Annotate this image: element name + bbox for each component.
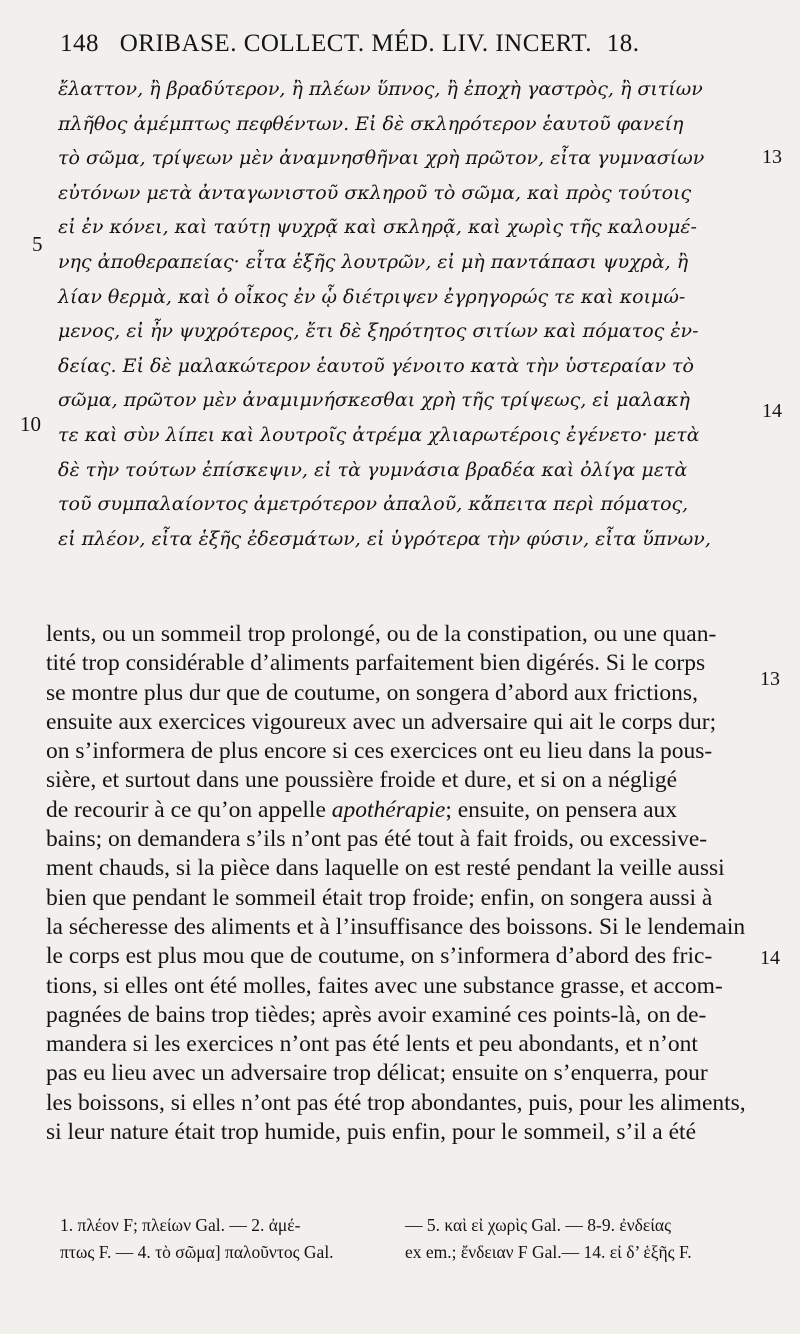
greek-line: τὸ σῶμα, τρίψεων μὲν ἀναμνησθῆναι χρὴ πρῶτον, εἶτα γυμνασίων xyxy=(58,147,705,170)
greek-line: εἰ ἐν κόνει, καὶ ταύτῃ ψυχρᾷ καὶ σκληρᾷ, καὶ χωρὶς τῆς καλουμέ- xyxy=(58,216,697,239)
greek-line: μενος, εἰ ἦν ψυχρότερος, ἔτι δὲ ξηρότητος σιτίων καὶ πόματος ἐν- xyxy=(58,320,699,343)
french-line: tions, si elles ont été molles, faites avec une substance grasse, et accom- xyxy=(46,972,723,999)
greek-text-block xyxy=(58,72,770,556)
greek-line-number-10: 10 xyxy=(20,412,41,436)
french-line: pagnées de bains trop tièdes; après avoir examiné ces points-là, on de- xyxy=(46,1001,707,1028)
greek-line: εὐτόνων μετὰ ἀνταγωνιστοῦ σκληροῦ τὸ σῶμα, καὶ πρὸς τούτοις xyxy=(58,181,692,204)
running-title: ORIBASE. COLLECT. MÉD. LIV. INCERT. xyxy=(119,30,592,57)
french-line: si leur nature était trop humide, puis enfin, pour le sommeil, s’il a été xyxy=(46,1119,697,1146)
french-margin-number-13: 13 xyxy=(760,668,780,690)
french-line: mandera si les exercices n’ont pas été lents et peu abondants, et n’ont xyxy=(46,1031,698,1058)
french-line: les boissons, si elles n’ont pas été trop abondantes, puis, pour les aliments, xyxy=(46,1089,746,1116)
greek-line: εἰ πλέον, εἶτα ἑξῆς ἐδεσμάτων, εἰ ὑγρότερα τὴν φύσιν, εἶτα ὕπνων, xyxy=(58,527,711,550)
footnote-line: 1. πλέον F; πλείων Gal. — 2. ἀμέ- xyxy=(60,1215,301,1235)
french-line: on s’informera de plus encore si ces exercices ont eu lieu dans la pous- xyxy=(46,738,713,765)
footnote-line: ex em.; ἔνδειαν F Gal.— 14. εἰ δ’ ἑξῆς F. xyxy=(405,1242,692,1262)
footnotes-left-column xyxy=(60,1212,390,1266)
french-line: bains; on demandera s’ils n’ont pas été tout à fait froids, ou excessive- xyxy=(46,826,708,853)
french-line: tité trop considérable d’aliments parfaitement bien digérés. Si le corps xyxy=(46,650,706,677)
page-number: 148 xyxy=(60,30,99,57)
french-margin-number-14: 14 xyxy=(760,947,780,969)
greek-line: δείας. Εἰ δὲ μαλακώτερον ἑαυτοῦ γένοιτο κατὰ τὴν ὑστεραίαν τὸ xyxy=(58,354,694,377)
french-line: de recourir à ce qu’on appelle apothérapie; ensuite, on pensera aux xyxy=(46,796,678,823)
footnote-line: πτως F. — 4. τὸ σῶμα] παλοῦντος Gal. xyxy=(60,1242,334,1262)
french-line: lents, ou un sommeil trop prolongé, ou de la constipation, ou une quan- xyxy=(46,621,717,647)
greek-line-number-5: 5 xyxy=(32,232,43,256)
greek-line: τοῦ συμπαλαίοντος ἀμετρότερον ἀπαλοῦ, κἄπειτα περὶ πόματος, xyxy=(58,493,689,516)
footnote-line: — 5. καὶ εἰ χωρὶς Gal. — 8-9. ἐνδείας xyxy=(405,1215,672,1235)
greek-line: λίαν θερμὰ, καὶ ὁ οἶκος ἐν ᾧ διέτριψεν ἐγρηγορώς τε καὶ κοιμώ- xyxy=(58,285,686,308)
french-line: la sécheresse des aliments et à l’insuffisance des boissons. Si le lendemain xyxy=(46,913,746,940)
french-line: bien que pendant le sommeil était trop froide; enfin, on songera aussi à xyxy=(46,884,713,911)
running-header xyxy=(60,30,700,58)
greek-margin-number-13: 13 xyxy=(762,146,782,168)
french-line: le corps est plus mou que de coutume, on s’informera d’abord des fric- xyxy=(46,943,713,970)
greek-line: νης ἀποθεραπείας· εἶτα ἑξῆς λουτρῶν, εἰ μὴ παντάπασι ψυχρὰ, ἢ xyxy=(58,250,689,273)
greek-margin-number-14: 14 xyxy=(762,400,782,422)
chapter-number: 18. xyxy=(606,30,640,57)
french-line: pas eu lieu avec un adversaire trop délicat; ensuite on s’enquerra, pour xyxy=(46,1060,708,1087)
footnotes-right-column xyxy=(405,1212,765,1266)
greek-line: δὲ τὴν τούτων ἐπίσκεψιν, εἰ τὰ γυμνάσια βραδέα καὶ ὀλίγα μετὰ xyxy=(58,458,688,481)
french-line: ensuite aux exercices vigoureux avec un adversaire qui ait le corps dur; xyxy=(46,708,717,735)
french-translation-block xyxy=(46,620,746,1147)
greek-line: σῶμα, πρῶτον μὲν ἀναμιμνήσκεσθαι χρὴ τῆς τρίψεως, εἰ μαλακὴ xyxy=(58,389,690,412)
greek-line: ἔλαττον, ἢ βραδύτερον, ἢ πλέων ὕπνος, ἢ ἐποχὴ γαστρὸς, ἢ σιτίων xyxy=(58,78,703,100)
french-line: sière, et surtout dans une poussière froide et dure, et si on a négligé xyxy=(46,767,678,794)
french-line: ment chauds, si la pièce dans laquelle on est resté pendant la veille aussi xyxy=(46,855,725,882)
italic-term: apothérapie xyxy=(331,796,446,823)
french-line: se montre plus dur que de coutume, on songera d’abord aux frictions, xyxy=(46,679,698,706)
greek-line: τε καὶ σὺν λίπει καὶ λουτροῖς ἀτρέμα χλιαρωτέροις ἐγένετο· μετὰ xyxy=(58,423,700,446)
greek-line: πλῆθος ἀμέμπτως πεφθέντων. Εἰ δὲ σκληρότερον ἑαυτοῦ φανείη xyxy=(58,112,684,135)
